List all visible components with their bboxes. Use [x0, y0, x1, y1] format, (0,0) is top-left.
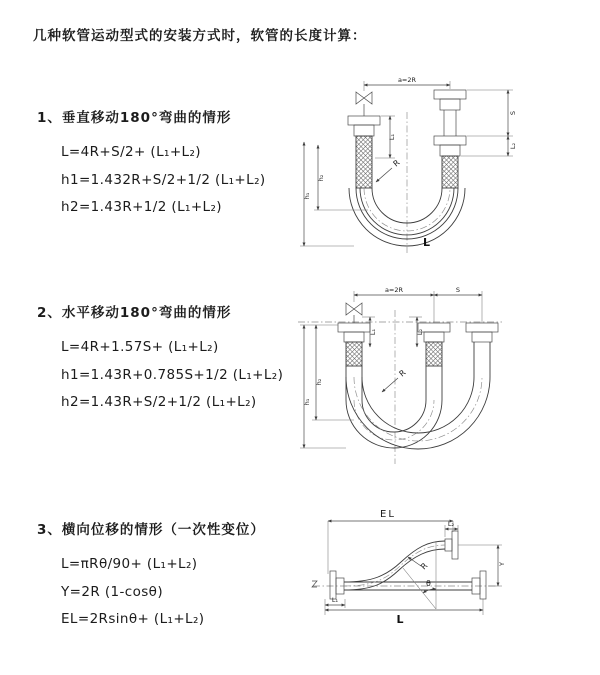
dim-label-a2r: a=2R — [384, 286, 404, 294]
right-flange-lower — [434, 136, 466, 156]
dimension-h2 — [312, 325, 354, 420]
right-flange-moved — [466, 323, 498, 342]
dim-label-h1: h₁ — [303, 398, 311, 406]
braided-hose-section — [426, 342, 442, 366]
braided-hose-section — [346, 342, 362, 366]
section-1-heading: 1、垂直移动180°弯曲的情形 — [37, 110, 232, 126]
dimension-el — [328, 509, 453, 574]
section-2-heading: 2、水平移动180°弯曲的情形 — [37, 305, 232, 321]
section-1 — [37, 106, 266, 222]
page-title: 几种软管运动型式的安装方式时，软管的长度计算： — [33, 28, 367, 44]
left-flange — [348, 116, 380, 136]
left-flange — [330, 571, 344, 599]
valve-icon — [346, 303, 362, 323]
dimension-l1 — [375, 116, 396, 158]
dim-label-y: Y — [498, 562, 506, 566]
formula-line: L=4R+S/2+ (L₁+L₂) — [61, 144, 201, 160]
dimension-h1 — [300, 142, 354, 246]
hose-u-bend-moved — [346, 377, 490, 449]
dimension-l1 — [325, 596, 345, 608]
braided-hose-section — [442, 156, 458, 188]
dimension-l-total — [325, 599, 483, 626]
radius-callout — [408, 557, 430, 571]
dimension-l2 — [461, 136, 517, 156]
formula-line: L=4R+1.57S+ (L₁+L₂) — [61, 339, 219, 355]
right-riser-walls — [474, 342, 490, 377]
dim-label-el: EL — [380, 509, 396, 520]
diagram-1-vertical-180-bend — [298, 70, 588, 258]
dim-label-h2: h₂ — [315, 378, 323, 386]
dim-label-l1: L₁ — [331, 596, 339, 604]
formula-line: h1=1.43R+0.785S+1/2 (L₁+L₂) — [61, 366, 284, 383]
section-3-heading: 3、横向位移的情形（一次性变位） — [37, 522, 265, 538]
dimension-s — [467, 90, 517, 136]
middle-riser-walls — [426, 366, 442, 400]
dim-label-l1: L₁ — [369, 328, 377, 336]
dim-label-s: S — [455, 286, 461, 294]
dim-label-l2: L₂ — [416, 328, 424, 336]
dimension-l2 — [445, 520, 458, 537]
dim-label-s: S — [509, 110, 517, 116]
dimension-a-2r — [364, 76, 450, 91]
right-riser-stem — [444, 110, 456, 136]
section-2 — [37, 301, 283, 417]
section-3 — [37, 518, 265, 634]
diagram-3-lateral-displacement — [300, 496, 600, 658]
dim-label-theta: θ — [426, 579, 431, 588]
dim-label-l2: L₂ — [509, 142, 517, 150]
dim-label-h2: h₂ — [317, 174, 325, 182]
valve-icon — [356, 92, 372, 116]
dim-label-l: L — [396, 613, 404, 626]
dim-label-r: R — [391, 158, 402, 169]
formula-line: EL=2Rsinθ+ (L₁+L₂) — [61, 611, 205, 627]
dim-label-h1: h₁ — [303, 192, 311, 200]
upper-flange-displaced — [445, 531, 458, 559]
radius-callout — [376, 158, 402, 182]
left-flange — [338, 323, 370, 342]
dimension-h1 — [300, 325, 346, 448]
dim-label-r: R — [397, 368, 408, 379]
dimension-y — [458, 545, 506, 586]
dimension-l2 — [409, 317, 424, 347]
formula-line: h2=1.43R+S/2+1/2 (L₁+L₂) — [61, 394, 257, 410]
hose-u-bend — [346, 400, 442, 448]
right-flange-upper — [434, 90, 466, 110]
dim-label-a2r: a=2R — [397, 76, 417, 84]
dim-label-r: R — [419, 561, 430, 572]
formula-line: h1=1.432R+S/2+1/2 (L₁+L₂) — [61, 171, 266, 188]
dim-label-l-total: L — [423, 236, 431, 249]
right-flange-original — [472, 571, 486, 599]
dimension-a-2r — [354, 286, 434, 323]
braided-hose-section — [356, 136, 372, 188]
dimension-s — [434, 286, 482, 323]
formula-line: h2=1.43R+1/2 (L₁+L₂) — [61, 199, 222, 215]
diagram-2-horizontal-180-bend — [296, 282, 596, 470]
dim-label-l2: L₂ — [447, 520, 455, 528]
formula-line: Y=2R (1-cosθ) — [61, 583, 163, 600]
dim-label-l1: L₁ — [388, 133, 396, 141]
formula-line: L=πRθ/90+ (L₁+L₂) — [61, 556, 198, 572]
